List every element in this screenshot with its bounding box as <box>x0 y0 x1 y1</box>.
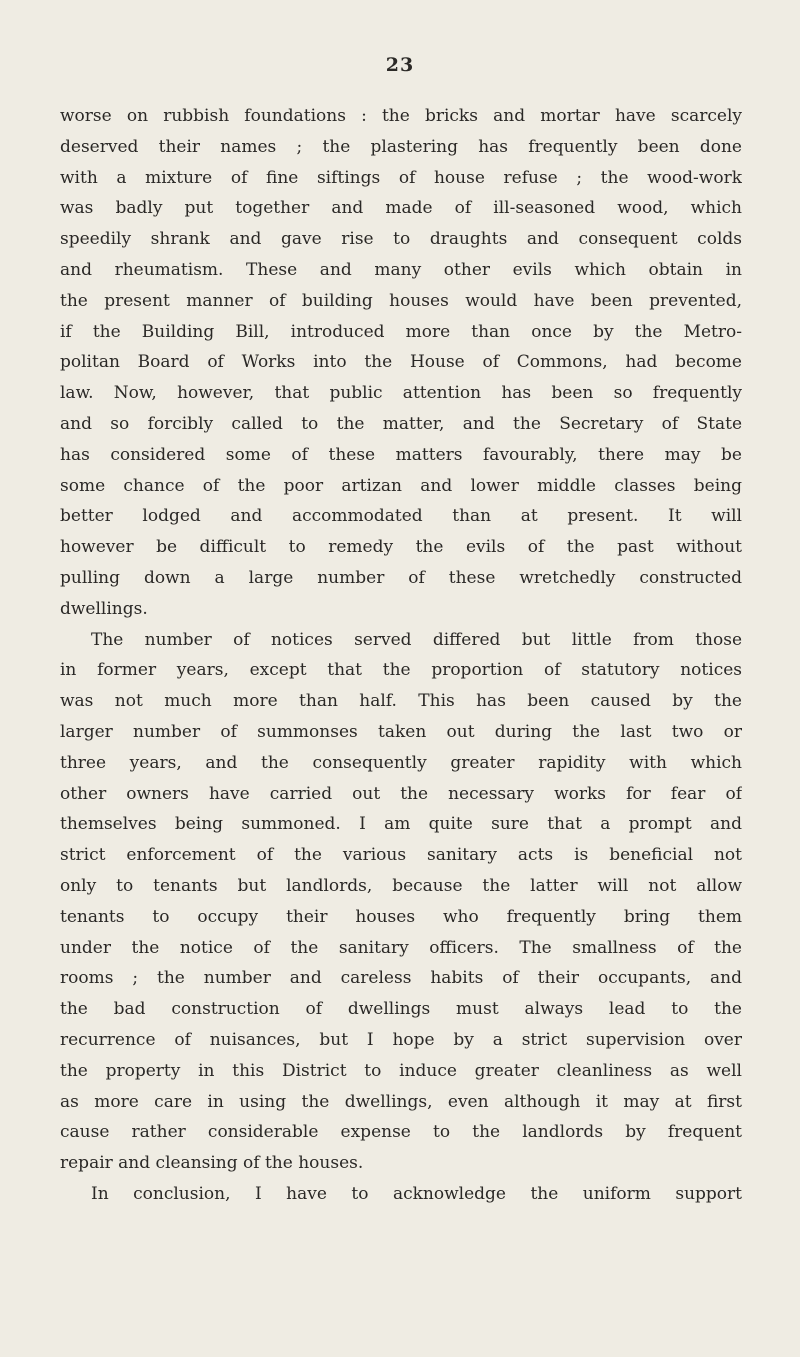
paragraph <box>60 101 742 625</box>
paragraph <box>60 1179 742 1210</box>
paragraph <box>60 625 742 1179</box>
text-line: the property in this District to induce greater cleanliness as well <box>60 1060 742 1081</box>
text-line: better lodged and accommodated than at present. It will <box>60 506 742 527</box>
text-line: politan Board of Works into the House of Commons, had become <box>60 352 742 373</box>
body-text <box>60 101 742 1210</box>
text-line: In conclusion, I have to acknowledge the uniform support <box>91 1183 742 1204</box>
text-line: larger number of summonses taken out during the last two or <box>60 721 742 742</box>
text-line: recurrence of nuisances, but I hope by a strict supervision over <box>60 1029 742 1050</box>
text-line: under the notice of the sanitary officers. The smallness of the <box>60 937 742 958</box>
text-line: speedily shrank and gave rise to draughts and consequent colds <box>60 229 742 250</box>
text-line: repair and cleansing of the houses. <box>60 1153 364 1174</box>
text-line: as more care in using the dwellings, even although it may at first <box>60 1091 742 1112</box>
text-line: if the Building Bill, introduced more than once by the Metro- <box>60 321 742 342</box>
text-line: other owners have carried out the necessary works for fear of <box>60 783 742 804</box>
text-line: law. Now, however, that public attention has been so frequently <box>60 383 742 404</box>
text-line: the present manner of building houses would have been prevented, <box>60 290 742 311</box>
text-line: was not much more than half. This has been caused by the <box>60 691 742 712</box>
text-line: deserved their names ; the plastering has frequently been done <box>60 136 742 157</box>
page-number: 23 <box>385 54 415 76</box>
text-line: only to tenants but landlords, because the latter will not allow <box>60 875 742 896</box>
text-line: with a mixture of fine siftings of house refuse ; the wood-work <box>60 167 742 188</box>
text-line: dwellings. <box>60 598 148 619</box>
text-line: in former years, except that the proportion of statutory notices <box>60 660 742 681</box>
text-line: the bad construction of dwellings must always lead to the <box>60 999 742 1020</box>
text-line: and so forcibly called to the matter, and the Secretary of State <box>60 413 742 434</box>
text-line: and rheumatism. These and many other evils which obtain in <box>60 259 742 280</box>
text-line: The number of notices served differed but little from those <box>91 629 742 650</box>
text-line: some chance of the poor artizan and lower middle classes being <box>60 475 742 496</box>
text-line: pulling down a large number of these wretchedly constructed <box>60 567 742 588</box>
text-line: was badly put together and made of ill-seasoned wood, which <box>60 198 742 219</box>
text-line: tenants to occupy their houses who frequently bring them <box>60 906 742 927</box>
text-line: cause rather considerable expense to the landlords by frequent <box>60 1122 742 1143</box>
text-line: three years, and the consequently greater rapidity with which <box>60 752 742 773</box>
text-line: however be difficult to remedy the evils of the past without <box>60 537 742 558</box>
text-line: themselves being summoned. I am quite sure that a prompt and <box>60 814 742 835</box>
text-line: has considered some of these matters favourably, there may be <box>60 444 742 465</box>
text-line: rooms ; the number and careless habits of their occupants, and <box>60 968 742 989</box>
text-line: worse on rubbish foundations : the bricks and mortar have scarcely <box>60 106 742 126</box>
text-line: strict enforcement of the various sanitary acts is beneficial not <box>60 845 742 866</box>
